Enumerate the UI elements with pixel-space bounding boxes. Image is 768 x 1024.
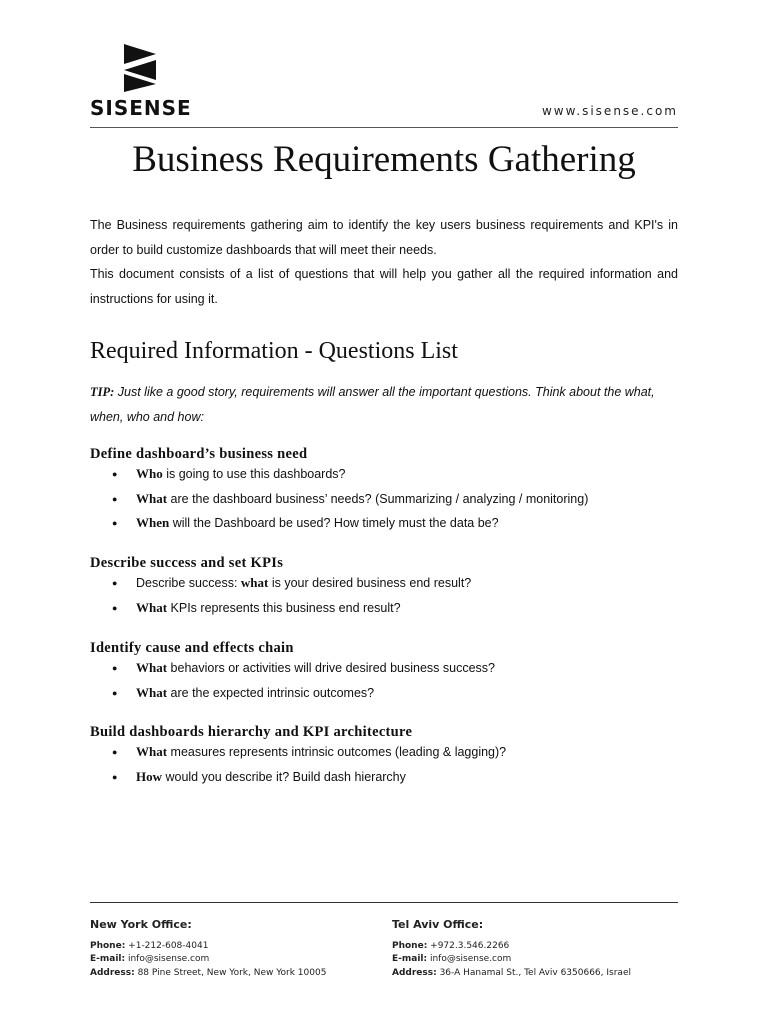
header-divider bbox=[90, 127, 678, 128]
bullet-list-cause-effects bbox=[112, 656, 495, 705]
office-address: Address: 88 Pine Street, New York, New York 10005 bbox=[90, 967, 327, 978]
section-title: Required Information - Questions List bbox=[90, 338, 458, 364]
list-item: ● When will the Dashboard be used? How timely must the data be? bbox=[112, 511, 588, 536]
list-item: ● Who is going to use this dashboards? bbox=[112, 462, 588, 487]
group-title-success-kpis: Describe success and set KPIs bbox=[90, 555, 284, 571]
bullet-icon: ● bbox=[112, 747, 118, 757]
logo-wordmark: SISENSE bbox=[90, 96, 192, 120]
bullet-icon: ● bbox=[112, 771, 118, 782]
page-title: Business Requirements Gathering bbox=[132, 139, 636, 180]
office-new-york bbox=[90, 918, 326, 980]
tip-label: TIP: bbox=[90, 385, 115, 399]
bullet-list-business-need bbox=[112, 462, 588, 536]
website-url: www.sisense.com bbox=[541, 104, 678, 118]
list-item: ● How would you describe it? Build dash hierarchy bbox=[112, 765, 506, 790]
list-item: ● What are the dashboard business’ needs? (Summarizing / analyzing / monitoring) bbox=[112, 487, 588, 512]
list-item: ● What are the expected intrinsic outcomes? bbox=[112, 681, 495, 706]
intro-paragraph-2: This document consists of a list of questions that will help you gather all the required information and instructions for using it. bbox=[90, 267, 678, 306]
office-tel-aviv bbox=[392, 918, 631, 980]
office-name: New York Office: bbox=[90, 918, 192, 931]
intro-paragraph-1: The Business requirements gathering aim to identify the key users business requirements and KPI's in order to build customize dashboards that will meet their needs. bbox=[90, 218, 678, 257]
group-title-hierarchy: Build dashboards hierarchy and KPI architecture bbox=[90, 724, 413, 740]
office-email: E-mail: info@sisense.com bbox=[392, 954, 512, 964]
bullet-icon: ● bbox=[112, 602, 118, 613]
bullet-icon: ● bbox=[112, 687, 118, 698]
bullet-list-hierarchy bbox=[112, 740, 506, 789]
office-phone: Phone: +972.3.546.2266 bbox=[392, 940, 510, 951]
group-title-cause-effects: Identify cause and effects chain bbox=[90, 640, 294, 656]
footer-divider bbox=[90, 902, 678, 903]
office-phone: Phone: +1-212-608-4041 bbox=[90, 940, 209, 951]
office-address: Address: 36-A Hanamal St., Tel Aviv 6350666, Israel bbox=[392, 967, 631, 978]
tip-body: Just like a good story, requirements will answer all the important questions. Think about the what, when, who and how: bbox=[90, 385, 655, 424]
bullet-icon: ● bbox=[112, 469, 118, 479]
sisense-logo-icon bbox=[122, 44, 158, 92]
bullet-list-success-kpis bbox=[112, 571, 471, 620]
list-item: ● What measures represents intrinsic outcomes (leading & lagging)? bbox=[112, 740, 506, 765]
group-title-business-need: Define dashboard’s business need bbox=[90, 446, 308, 462]
intro-text bbox=[90, 213, 678, 311]
list-item: ● Describe success: what is your desired business end result? bbox=[112, 571, 471, 596]
office-name: Tel Aviv Office: bbox=[392, 918, 484, 931]
sisense-logo bbox=[90, 44, 200, 124]
list-item: ● What KPIs represents this business end result? bbox=[112, 596, 471, 621]
bullet-icon: ● bbox=[112, 518, 118, 528]
bullet-icon: ● bbox=[112, 578, 118, 588]
bullet-icon: ● bbox=[112, 493, 118, 504]
office-email: E-mail: info@sisense.com bbox=[90, 954, 210, 964]
list-item: ● What behaviors or activities will drive desired business success? bbox=[112, 656, 495, 681]
tip-text bbox=[90, 380, 678, 429]
bullet-icon: ● bbox=[112, 663, 118, 673]
